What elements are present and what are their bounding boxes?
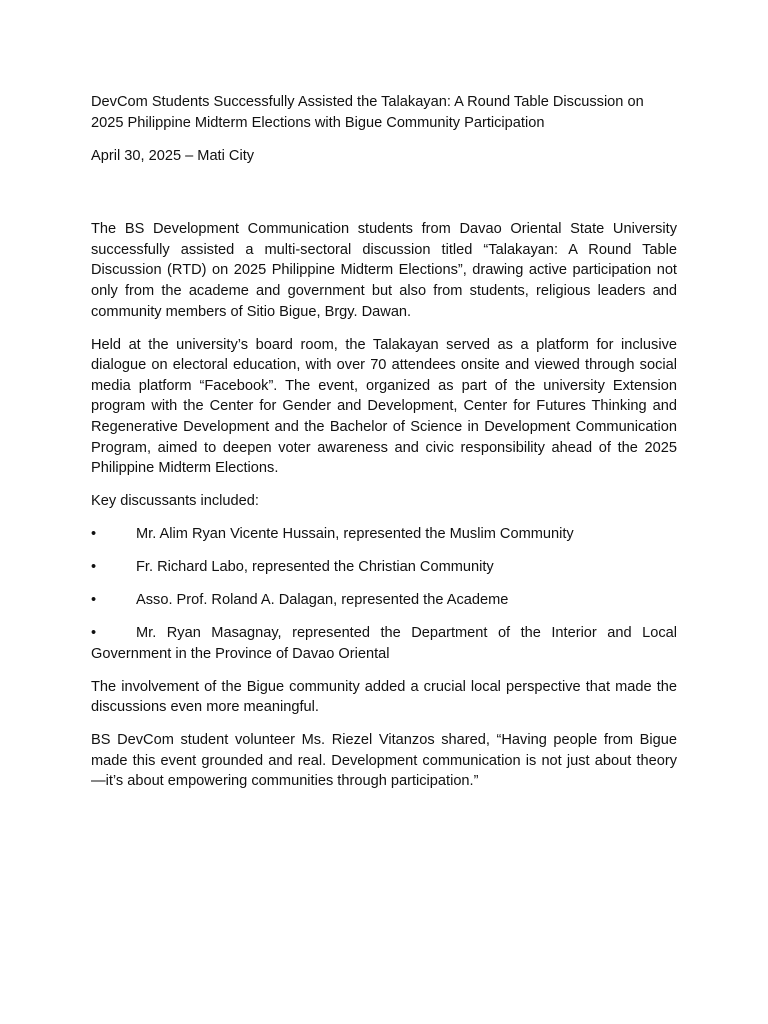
article-body (91, 92, 677, 804)
list-item (91, 557, 677, 578)
list-item-text: Mr. Ryan Masagnay, represented the Department of the Interior and Local Government in the Province of Davao Oriental (91, 625, 677, 662)
list-item (91, 590, 677, 611)
paragraph-event-details: Held at the university’s board room, the Talakayan served as a platform for inclusive dialogue on electoral education, with over 70 attendees onsite and viewed through social media platform “Facebook”. The event, organized as part of the university Extension program with the Center for Gender and Development, Center for Futures Thinking and Regenerative Development and the Bachelor of Science in Development Communication Program, aimed to deepen voter awareness and civic responsibility ahead of the 2025 Philippine Midterm Elections. (91, 336, 677, 477)
list-item-text: Fr. Richard Labo, represented the Christian Community (136, 559, 494, 576)
bullet-icon: • (91, 526, 97, 543)
bullet-icon: • (91, 559, 97, 576)
bullet-icon: • (91, 625, 97, 642)
paragraph-intro: The BS Development Communication students from Davao Oriental State University successfully assisted a multi-sectoral discussion titled “Talakayan: A Round Table Discussion (RTD) on 2025 Philippine Midterm Elections”, drawing active participation not only from the academe and government but also from students, religious leaders and community members of Sitio Bigue, Brgy. Dawan. (91, 221, 677, 320)
discussants-intro: Key discussants included: (91, 493, 259, 510)
blank-line (91, 178, 677, 219)
article-headline: DevCom Students Successfully Assisted the Talakayan: A Round Table Discussion on 2025 Philippine Midterm Elections with Bigue Community Participation (91, 94, 644, 131)
bullet-icon: • (91, 592, 97, 609)
list-item-text: Mr. Alim Ryan Vicente Hussain, represented the Muslim Community (136, 526, 574, 543)
list-item-text: Asso. Prof. Roland A. Dalagan, represented the Academe (136, 592, 509, 609)
paragraph-community-involvement: The involvement of the Bigue community added a crucial local perspective that made the discussions even more meaningful. (91, 678, 677, 716)
list-item (91, 623, 677, 664)
article-dateline: April 30, 2025 – Mati City (91, 147, 255, 164)
paragraph-quote: BS DevCom student volunteer Ms. Riezel Vitanzos shared, “Having people from Bigue made this event grounded and real. Development communication is not just about theory—it’s about empowering communities through participation.” (91, 732, 677, 790)
list-item (91, 524, 677, 545)
